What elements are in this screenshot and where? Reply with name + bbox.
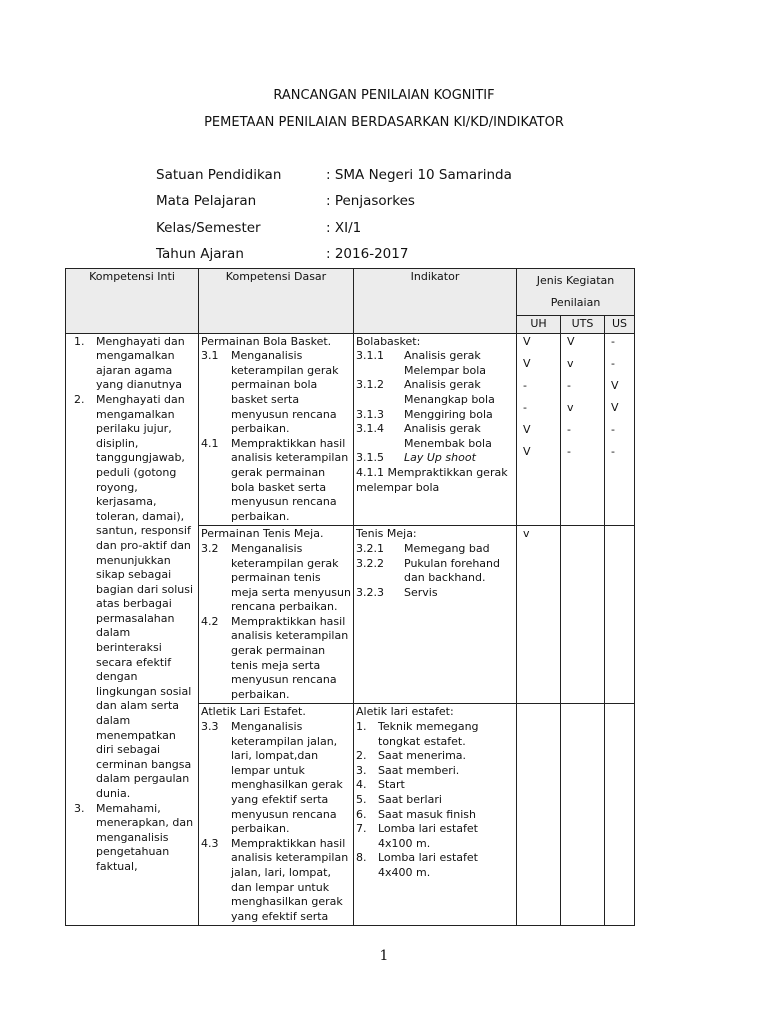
- kd-item: [201, 615, 351, 703]
- indicator-item: [356, 822, 514, 851]
- indicator-item: [356, 851, 514, 880]
- header-indikator: Indikator: [354, 269, 517, 334]
- indicator-text: Memegang bad: [404, 541, 490, 555]
- mark-cell-us: [605, 526, 635, 704]
- kd-item: [201, 437, 351, 525]
- kd-text: Mempraktikkan hasil analisis keterampilan gerak permainan bola basket serta menyusun rencana perbaikan.: [231, 436, 349, 523]
- indicator-number: 3.1.2: [356, 378, 384, 392]
- mark-cell-uh: [517, 333, 561, 526]
- indicator-item: [356, 557, 514, 586]
- meta-value: : XI/1: [326, 220, 362, 236]
- ki-item: [68, 393, 196, 802]
- mark-value: v: [523, 527, 530, 541]
- mark-value: V: [567, 334, 575, 348]
- indicator-text: Analisis gerak Menangkap bola: [404, 378, 495, 406]
- mark-cell-uh: [517, 526, 561, 704]
- indicator-text: Lay Up shoot: [404, 451, 476, 465]
- assessment-table: [65, 268, 635, 926]
- mark-cell-uts: [561, 526, 605, 704]
- indicator-item: [356, 378, 514, 407]
- kd-cell: [199, 333, 354, 526]
- indicator-text: Lomba lari estafet 4x400 m.: [378, 851, 478, 879]
- mark-value: -: [611, 422, 615, 436]
- kd-text: Mempraktikkan hasil analisis keterampilan gerak permainan tenis meja serta menyusun rencana perbaikan.: [231, 614, 349, 701]
- indicator-number: 3.2.2: [356, 556, 384, 570]
- kd-number: 4.3: [201, 836, 219, 850]
- header-penilaian-label: Penilaian: [550, 296, 601, 309]
- indicator-text: Saat menerima.: [378, 749, 467, 763]
- indicator-item: [356, 764, 514, 779]
- document-title: RANCANGAN PENILAIAN KOGNITIF: [273, 88, 495, 103]
- mark-cell-us: [605, 333, 635, 526]
- indicator-number: 3.1.5: [356, 451, 384, 465]
- indicator-number: 3.2.1: [356, 541, 384, 555]
- kd-title: Permainan Bola Basket.: [201, 334, 332, 348]
- mark-value: -: [523, 378, 527, 392]
- indicator-text: Menggiring bola: [404, 407, 493, 421]
- mark-value: V: [523, 422, 531, 436]
- indicator-number: 6.: [356, 807, 367, 821]
- indicator-text: Lomba lari estafet 4x100 m.: [378, 822, 478, 850]
- kd-cell: [199, 526, 354, 704]
- indicator-item: [356, 586, 514, 601]
- indicator-number: 3.1.4: [356, 422, 384, 436]
- kd-cell: [199, 704, 354, 926]
- kd-item: [201, 837, 351, 925]
- ki-number: 3.: [74, 801, 85, 815]
- mark-value: v: [567, 356, 574, 370]
- kd-item: [201, 720, 351, 837]
- meta-value: : Penjasorkes: [326, 193, 415, 209]
- page-number: 1: [379, 948, 389, 964]
- indicator-text: Teknik memegang tongkat estafet.: [378, 720, 479, 748]
- indicator-text: Saat masuk finish: [378, 807, 476, 821]
- header-us: US: [605, 316, 635, 334]
- indicator-number: 7.: [356, 822, 367, 836]
- indicator-text: Saat memberi.: [378, 763, 460, 777]
- kd-text: Menganalisis keterampilan gerak permainan tenis meja serta menyusun rencana perbaikan.: [231, 541, 351, 614]
- indicator-item: [356, 422, 514, 451]
- kd-title: Permainan Tenis Meja.: [201, 527, 324, 541]
- mark-value: V: [523, 334, 531, 348]
- header-jenis-label: Jenis Kegiatan: [536, 274, 615, 287]
- mark-cell-uh: [517, 704, 561, 926]
- mark-value: -: [611, 444, 615, 458]
- meta-value: : SMA Negeri 10 Samarinda: [326, 167, 512, 183]
- indicator-text: Servis: [404, 585, 438, 599]
- indicator-number: 8.: [356, 851, 367, 865]
- mark-value: v: [567, 400, 574, 414]
- kd-number: 4.2: [201, 614, 219, 628]
- indicator-number: 2.: [356, 749, 367, 763]
- indicator-text: Analisis gerak Menembak bola: [404, 422, 492, 450]
- mark-cell-us: [605, 704, 635, 926]
- indicator-item: [356, 542, 514, 557]
- indicator-item: [356, 749, 514, 764]
- kd-text: Menganalisis keterampilan gerak permainan bola basket serta menyusun rencana perbaikan.: [231, 349, 339, 436]
- mark-cell-uts: [561, 704, 605, 926]
- indicator-number: 3.1.3: [356, 407, 384, 421]
- indicator-title: Aletik lari estafet:: [356, 705, 454, 719]
- kd-number: 3.2: [201, 541, 219, 555]
- indicator-cell: [354, 333, 517, 526]
- kd-item: [201, 349, 351, 437]
- indicator-item: [356, 778, 514, 793]
- mark-value: V: [523, 356, 531, 370]
- header-kd: Kompetensi Dasar: [199, 269, 354, 334]
- indicator-cell: [354, 526, 517, 704]
- indicator-number: 4.: [356, 778, 367, 792]
- mark-cell-uts: [561, 333, 605, 526]
- indicator-text: Pukulan forehand dan backhand.: [404, 556, 500, 585]
- indicator-number: 5.: [356, 793, 367, 806]
- indicator-item: [356, 720, 514, 749]
- indicator-item: [356, 408, 514, 423]
- mark-value: -: [567, 444, 571, 458]
- indicator-cell: [354, 704, 517, 926]
- meta-value: : 2016-2017: [326, 246, 409, 262]
- ki-number: 1.: [74, 334, 85, 348]
- kd-number: 4.1: [201, 436, 219, 450]
- indicator-extra: 4.1.1 Mempraktikkan gerak melempar bola: [356, 465, 508, 494]
- indicator-title: Tenis Meja:: [356, 527, 417, 541]
- header-uh: UH: [517, 316, 561, 334]
- kd-title: Atletik Lari Estafet.: [201, 705, 306, 719]
- indicator-item: [356, 808, 514, 823]
- ki-cell: [66, 333, 199, 926]
- header-uts: UTS: [561, 316, 605, 334]
- mark-value: -: [523, 400, 527, 414]
- meta-label: Mata Pelajaran: [156, 193, 257, 209]
- kd-text: Mempraktikkan hasil analisis keterampilan jalan, lari, lompat, dan lempar untuk menghasilkan gerak yang efektif serta: [231, 836, 349, 923]
- indicator-number: 1.: [356, 720, 367, 734]
- header-ki: Kompetensi Inti: [66, 269, 199, 334]
- mark-value: -: [567, 378, 571, 392]
- kd-number: 3.1: [201, 349, 219, 363]
- header-jenis: [517, 269, 635, 316]
- ki-text: Menghayati dan mengamalkan ajaran agama yang dianutnya: [96, 334, 185, 392]
- indicator-title: Bolabasket:: [356, 334, 421, 348]
- indicator-item: [356, 451, 514, 466]
- indicator-text: Analisis gerak Melempar bola: [404, 349, 487, 377]
- mark-value: V: [611, 400, 619, 414]
- ki-item: [68, 335, 196, 393]
- ki-text: Memahami, menerapkan, dan menganalisis pengetahuan faktual,: [96, 801, 194, 873]
- ki-text: Menghayati dan mengamalkan perilaku jujur, disiplin, tanggungjawab, peduli (gotong royong, kerjasama, toleran, damai), santun, responsif dan pro-aktif dan menunjukkan sikap sebagai bagian dari solusi atas berbagai permasalahan dalam berinteraksi secara efektif dengan lingkungan sosial dan alam serta dalam menempatkan diri sebagai cerminan bangsa dalam pergaulan dunia.: [96, 392, 194, 800]
- ki-item: [68, 802, 196, 875]
- mark-value: -: [611, 356, 615, 370]
- indicator-number: 3.: [356, 763, 367, 777]
- kd-text: Menganalisis keterampilan jalan, lari, lompat,dan lempar untuk menghasilkan gerak yang efektif serta menyusun rencana perbaikan.: [231, 720, 343, 836]
- document-subtitle: PEMETAAN PENILAIAN BERDASARKAN KI/KD/INDIKATOR: [204, 115, 564, 130]
- meta-label: Tahun Ajaran: [156, 246, 244, 262]
- mark-value: -: [611, 334, 615, 348]
- indicator-number: 3.2.3: [356, 585, 384, 599]
- meta-label: Kelas/Semester: [156, 220, 261, 236]
- ki-number: 2.: [74, 392, 85, 406]
- kd-item: [201, 542, 351, 615]
- mark-value: -: [567, 422, 571, 436]
- indicator-item: [356, 793, 514, 808]
- indicator-number: 3.1.1: [356, 349, 384, 363]
- indicator-item: [356, 349, 514, 378]
- mark-value: V: [523, 444, 531, 458]
- indicator-text: Saat berlari: [378, 793, 442, 806]
- meta-label: Satuan Pendidikan: [156, 167, 282, 183]
- indicator-text: Start: [378, 778, 405, 792]
- mark-value: V: [611, 378, 619, 392]
- kd-number: 3.3: [201, 720, 219, 734]
